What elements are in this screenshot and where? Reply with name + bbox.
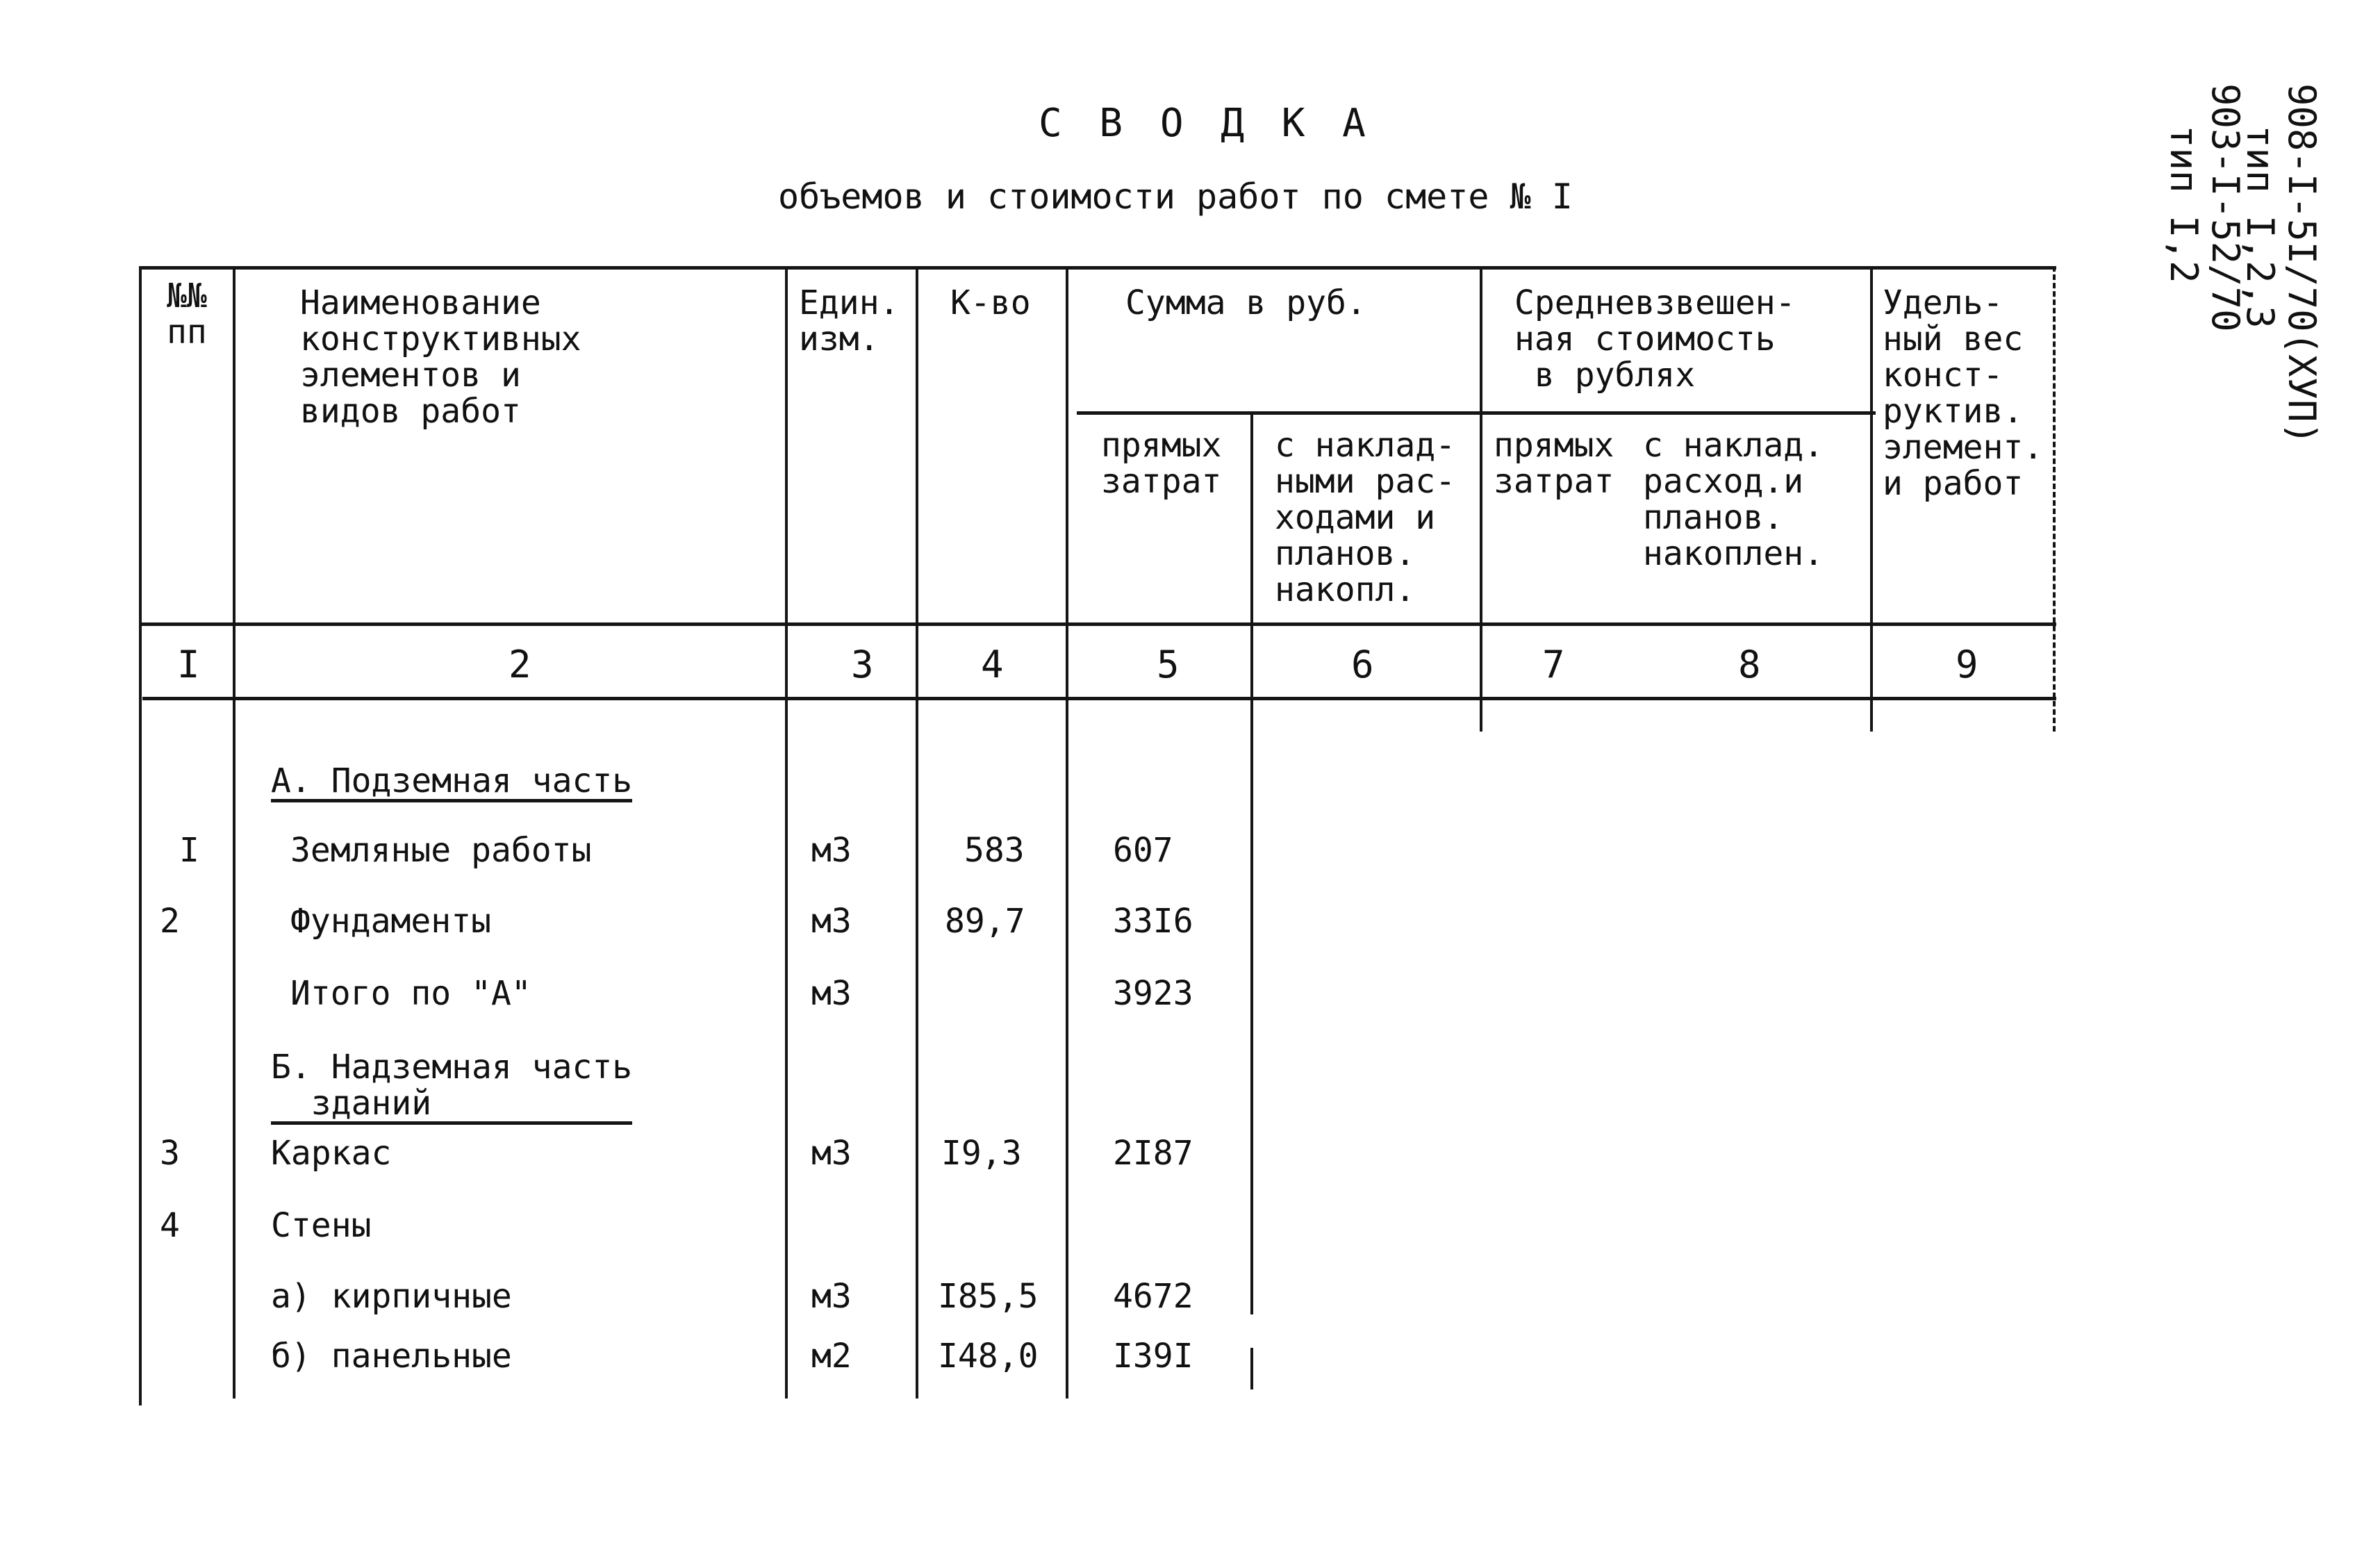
- row-4b-qty: I48,0: [938, 1337, 1039, 1376]
- header-sum: Сумма в руб.: [1125, 283, 1366, 322]
- col-divider-6: [1480, 266, 1482, 732]
- header-avg-direct: прямых затрат: [1494, 426, 1614, 501]
- avg-subheader-divider: [1480, 411, 1876, 415]
- row-4a-unit: м3: [811, 1277, 852, 1316]
- header-quantity: К-во: [950, 283, 1031, 322]
- row-2-qty: 89,7: [945, 902, 1025, 941]
- col-divider-4: [1066, 266, 1068, 1399]
- row-1-number: I: [179, 831, 199, 870]
- table-left-border: [139, 266, 142, 1405]
- col-numbers-bottom-border: [142, 697, 2056, 700]
- col-number-4: 4: [981, 643, 1004, 686]
- header-unit: Един. изм.: [799, 283, 900, 358]
- row-4-name: Стены: [271, 1206, 372, 1245]
- table-right-border: [2053, 266, 2056, 732]
- sum-subheader-divider: [1077, 411, 1480, 415]
- row-2-sum: 33I6: [1113, 902, 1193, 941]
- document-title: С В О Д К А: [1039, 101, 1373, 146]
- table-top-border: [139, 266, 2056, 270]
- row-4a-qty: I85,5: [938, 1277, 1039, 1316]
- sum-right-tick: [1250, 1348, 1253, 1389]
- col-number-2: 2: [509, 643, 531, 686]
- stamp-line-1: 908-I-5I/70(XУП): [2280, 83, 2324, 445]
- row-2-name: Фундаменты: [290, 902, 491, 941]
- row-4-number: 4: [160, 1206, 180, 1245]
- row-4a-name: а) кирпичные: [271, 1277, 512, 1316]
- row-4b-sum: I39I: [1113, 1337, 1193, 1376]
- header-share: Удель- ный вес конст- руктив. элемент. и работ: [1883, 283, 2044, 503]
- row-4b-unit: м2: [811, 1337, 852, 1376]
- col-divider-1: [233, 266, 235, 1399]
- col-divider-2: [785, 266, 788, 1399]
- row-3-qty: I9,3: [941, 1134, 1022, 1173]
- stamp-line-2: тип I,2,3: [2238, 125, 2282, 329]
- row-2-unit: м3: [811, 902, 852, 941]
- col-divider-3: [916, 266, 918, 1399]
- row-3-number: 3: [160, 1134, 180, 1173]
- row-3-sum: 2I87: [1113, 1134, 1193, 1173]
- row-2-number: 2: [160, 902, 180, 941]
- section-b-title: Б. Надземная часть зданий: [271, 1049, 632, 1125]
- header-avg-overhead: с наклад. расход.и планов. накоплен.: [1643, 426, 1824, 573]
- header-number: №№ пп: [167, 277, 207, 352]
- section-a-title: А. Подземная часть: [271, 764, 632, 802]
- row-3-unit: м3: [811, 1134, 852, 1173]
- stamp-line-3: 903-I-52/70: [2204, 83, 2247, 332]
- row-1-name: Земляные работы: [290, 831, 592, 870]
- header-avg-cost: Средневзвешен- ная стоимость в рублях: [1514, 283, 1796, 395]
- row-total-a-sum: 3923: [1113, 974, 1193, 1013]
- row-total-a-name: Итого по "А": [290, 974, 531, 1013]
- col-divider-8: [1870, 266, 1873, 732]
- row-total-a-unit: м3: [811, 974, 852, 1013]
- header-name: Наименование конструктивных элементов и видов работ: [300, 283, 581, 431]
- header-sum-overhead: с наклад- ными рас- ходами и планов. накопл.: [1275, 426, 1456, 609]
- row-4b-name: б) панельные: [271, 1337, 512, 1376]
- row-4a-sum: 4672: [1113, 1277, 1193, 1316]
- document-subtitle: объемов и стоимости работ по смете № I: [778, 176, 1573, 217]
- row-1-sum: 607: [1113, 831, 1173, 870]
- col-number-3: 3: [851, 643, 874, 686]
- col-divider-5: [1250, 411, 1253, 1314]
- row-1-qty: 583: [964, 831, 1025, 870]
- row-1-unit: м3: [811, 831, 852, 870]
- col-number-5: 5: [1157, 643, 1180, 686]
- row-3-name: Каркас: [271, 1134, 392, 1173]
- col-number-9: 9: [1956, 643, 1978, 686]
- header-sum-direct: прямых затрат: [1101, 426, 1222, 501]
- col-number-8: 8: [1738, 643, 1761, 686]
- header-bottom-border: [139, 622, 2056, 626]
- col-number-7: 7: [1542, 643, 1565, 686]
- stamp-line-4: тип I,2: [2162, 125, 2206, 283]
- col-number-1: I: [177, 643, 200, 686]
- col-number-6: 6: [1351, 643, 1374, 686]
